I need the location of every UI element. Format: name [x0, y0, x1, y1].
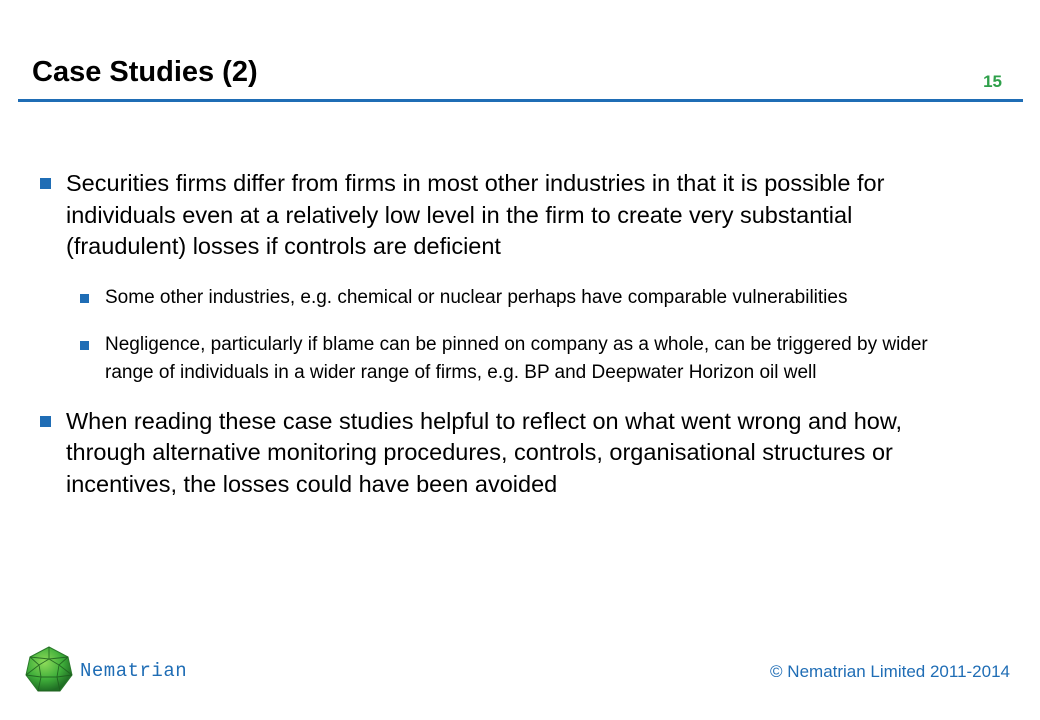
sub-bullet-text: Some other industries, e.g. chemical or nuclear perhaps have comparable vulnerabilities: [105, 286, 848, 308]
sub-bullet-item: [76, 284, 976, 312]
bullet-item: [36, 406, 976, 501]
square-bullet-icon: [40, 178, 51, 189]
footer-copyright: © Nematrian Limited 2011-2014: [770, 662, 1010, 681]
footer-brand: Nematrian: [80, 660, 188, 682]
square-bullet-icon: [80, 294, 89, 303]
bullet-item: [36, 168, 976, 263]
slide-title: Case Studies (2): [32, 56, 258, 88]
title-divider: [18, 99, 1023, 102]
bullet-text: Securities firms differ from firms in most other industries in that it is possible for individuals even at a relatively low level in the firm to create very substantial (fraudulent) losses if controls are deficient: [66, 170, 885, 259]
green-polyhedron-icon: [24, 645, 74, 695]
sub-bullet-text: Negligence, particularly if blame can be pinned on company as a whole, can be triggered by wider range of individuals in a wider range of firms, e.g. BP and Deepwater Horizon oil well: [105, 333, 928, 383]
slide-content: [36, 168, 976, 521]
page-number: 15: [983, 72, 1002, 91]
bullet-text: When reading these case studies helpful to reflect on what went wrong and how, through alternative monitoring procedures, controls, organisational structures or incentives, the losses could have been avoided: [66, 407, 903, 497]
sub-bullet-item: [76, 331, 976, 387]
square-bullet-icon: [80, 341, 89, 350]
square-bullet-icon: [40, 416, 51, 427]
